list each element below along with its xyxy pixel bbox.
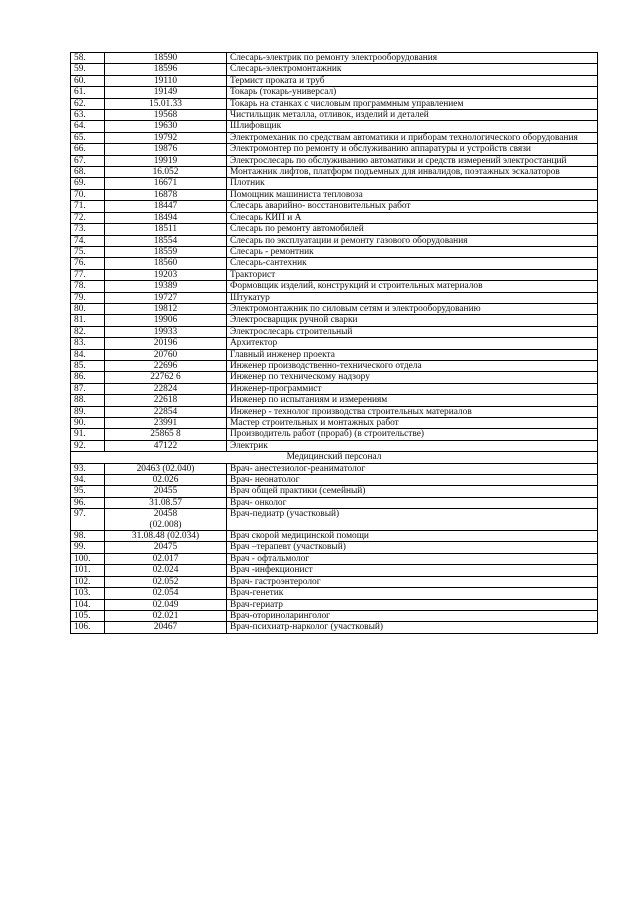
profession-title: Слесарь КИП и А [227,212,598,223]
profession-code: 16878 [105,189,227,200]
profession-title: Шлифовщик [227,121,598,132]
table-row [71,599,598,610]
table-row [71,610,598,621]
profession-code: 18447 [105,201,227,212]
profession-title: Врач- гастроэнтеролог [227,576,598,587]
profession-title: Архитектор [227,338,598,349]
section-heading: Медицинский персонал [71,452,598,463]
profession-code: 20196 [105,338,227,349]
profession-title: Врач- анестезиолог-реаниматолог [227,463,598,474]
row-number: 69. [71,178,105,189]
row-number: 85. [71,360,105,371]
profession-title: Плотник [227,178,598,189]
table-row [71,281,598,292]
profession-title: Слесарь - ремонтник [227,246,598,257]
profession-title: Монтажник лифтов, платформ подъемных для инвалидов, поэтажных эскалаторов [227,167,598,178]
table-row [71,121,598,132]
row-number: 65. [71,132,105,143]
row-number: 60. [71,75,105,86]
table-row [71,246,598,257]
profession-title: Электромонтер по ремонту и обслуживанию аппаратуры и устройств связи [227,144,598,155]
profession-title: Врач - офтальмолог [227,553,598,564]
table-row [71,338,598,349]
table-row [71,144,598,155]
table-row [71,98,598,109]
profession-title: Токарь (токарь-универсал) [227,87,598,98]
row-number: 73. [71,224,105,235]
table-row [71,395,598,406]
profession-code: 19906 [105,315,227,326]
row-number: 66. [71,144,105,155]
profession-code: 02.054 [105,588,227,599]
table-row [71,553,598,564]
profession-title: Слесарь аварийно- восстановительных работ [227,201,598,212]
profession-code: 19149 [105,87,227,98]
profession-code: 22762 6 [105,372,227,383]
table-row [71,224,598,235]
profession-code: 15.01.33 [105,98,227,109]
profession-code: 19792 [105,132,227,143]
profession-code: 23991 [105,418,227,429]
profession-title: Электромонтажник по силовым сетям и электрооборудованию [227,303,598,314]
profession-title: Помощник машиниста тепловоза [227,189,598,200]
table-row [71,383,598,394]
row-number: 83. [71,338,105,349]
profession-title: Врач –терапевт (участковый) [227,542,598,553]
profession-title: Слесарь по ремонту автомобилей [227,224,598,235]
row-number: 78. [71,281,105,292]
profession-code: 02.024 [105,565,227,576]
profession-title: Врач- неонатолог [227,475,598,486]
table-row [71,178,598,189]
profession-code: 18596 [105,64,227,75]
profession-title: Термист проката и труб [227,75,598,86]
profession-title: Производитель работ (прораб) (в строительстве) [227,429,598,440]
profession-title: Главный инженер проекта [227,349,598,360]
row-number: 89. [71,406,105,417]
table-row [71,53,598,64]
table-row [71,235,598,246]
profession-code: 19630 [105,121,227,132]
row-number: 100. [71,553,105,564]
profession-code: 02.049 [105,599,227,610]
table-row [71,258,598,269]
table-row [71,303,598,314]
profession-code: 16671 [105,178,227,189]
row-number: 79. [71,292,105,303]
row-number: 92. [71,440,105,451]
profession-title: Чистильщик металла, отливок, изделий и деталей [227,110,598,121]
profession-title: Врач общей практики (семейный) [227,486,598,497]
row-number: 87. [71,383,105,394]
profession-code: 31.08.48 (02.034) [105,531,227,542]
row-number: 95. [71,486,105,497]
table-row [71,418,598,429]
table-row [71,565,598,576]
profession-title: Инженер производственно-технического отдела [227,360,598,371]
profession-code: 02.052 [105,576,227,587]
row-number: 105. [71,610,105,621]
row-number: 101. [71,565,105,576]
profession-code: 25865 8 [105,429,227,440]
profession-code [105,509,227,531]
profession-title: Инженер - технолог производства строительных материалов [227,406,598,417]
profession-title: Врач -инфекционист [227,565,598,576]
professions-table [70,52,598,634]
profession-code-line: (02.008) [149,519,182,530]
table-row [71,406,598,417]
profession-code: 19568 [105,110,227,121]
row-number: 84. [71,349,105,360]
table-row [71,110,598,121]
row-number: 90. [71,418,105,429]
profession-title: Врач-гериатр [227,599,598,610]
row-number: 76. [71,258,105,269]
table-row [71,588,598,599]
profession-code: 02.021 [105,610,227,621]
row-number: 98. [71,531,105,542]
profession-code: 19876 [105,144,227,155]
table-row [71,201,598,212]
table-row [71,360,598,371]
table-row [71,292,598,303]
table-row [71,212,598,223]
table-row [71,576,598,587]
row-number: 75. [71,246,105,257]
table-row [71,75,598,86]
profession-code-line: 20458 [153,509,178,520]
row-number: 72. [71,212,105,223]
profession-code: 22854 [105,406,227,417]
table-row [71,531,598,542]
table-row [71,349,598,360]
table-row [71,64,598,75]
table-row [71,622,598,633]
profession-title: Электромеханик по средствам автоматики и приборам технологического оборудования [227,132,598,143]
row-number: 99. [71,542,105,553]
row-number: 64. [71,121,105,132]
profession-title: Врач-педиатр (участковый) [227,509,598,531]
table-row [71,429,598,440]
profession-title: Врач-оториноларинголог [227,610,598,621]
table-row [71,87,598,98]
profession-title: Электросварщик ручной сварки [227,315,598,326]
profession-title: Слесарь-электромонтажник [227,64,598,75]
profession-code: 20475 [105,542,227,553]
profession-code: 22824 [105,383,227,394]
profession-title: Электрик [227,440,598,451]
table-row [71,475,598,486]
table-row [71,315,598,326]
row-number: 70. [71,189,105,200]
row-number: 102. [71,576,105,587]
row-number: 81. [71,315,105,326]
profession-title: Врач-генетик [227,588,598,599]
table-row [71,497,598,508]
profession-code: 20463 (02.040) [105,463,227,474]
table-row [71,269,598,280]
row-number: 97. [71,509,105,531]
profession-title: Электрослесарь строительный [227,326,598,337]
profession-title: Электрослесарь по обслуживанию автоматики и средств измерений электростанций [227,155,598,166]
profession-title: Формовщик изделий, конструкций и строительных материалов [227,281,598,292]
row-number: 74. [71,235,105,246]
profession-code: 19389 [105,281,227,292]
profession-code: 19933 [105,326,227,337]
section-heading-row [71,452,598,463]
table-row [71,132,598,143]
profession-title: Токарь на станках с числовым программным управлением [227,98,598,109]
profession-code: 20760 [105,349,227,360]
table-row [71,486,598,497]
profession-title: Мастер строительных и монтажных работ [227,418,598,429]
profession-code: 18590 [105,53,227,64]
profession-code: 19727 [105,292,227,303]
profession-code: 19203 [105,269,227,280]
profession-title: Инженер по испытаниям и измерениям [227,395,598,406]
profession-code: 18494 [105,212,227,223]
row-number: 62. [71,98,105,109]
row-number: 59. [71,64,105,75]
profession-code: 18511 [105,224,227,235]
table-row [71,155,598,166]
profession-title: Врач скорой медицинской помощи [227,531,598,542]
profession-title: Врач- онколог [227,497,598,508]
profession-code: 31.08.57 [105,497,227,508]
row-number: 82. [71,326,105,337]
profession-code: 20467 [105,622,227,633]
row-number: 96. [71,497,105,508]
profession-code: 19110 [105,75,227,86]
profession-code: 20455 [105,486,227,497]
row-number: 93. [71,463,105,474]
row-number: 88. [71,395,105,406]
profession-title: Слесарь-электрик по ремонту электрооборудования [227,53,598,64]
table-row [71,463,598,474]
table-row [71,440,598,451]
row-number: 61. [71,87,105,98]
profession-code: 16.052 [105,167,227,178]
row-number: 68. [71,167,105,178]
row-number: 67. [71,155,105,166]
row-number: 77. [71,269,105,280]
table-row [71,509,598,531]
profession-title: Инженер-программист [227,383,598,394]
profession-title: Тракторист [227,269,598,280]
profession-title: Слесарь-сантехник [227,258,598,269]
profession-code: 02.026 [105,475,227,486]
profession-title: Штукатур [227,292,598,303]
row-number: 63. [71,110,105,121]
profession-code: 22618 [105,395,227,406]
profession-code: 19812 [105,303,227,314]
profession-code: 47122 [105,440,227,451]
profession-title: Инженер по техническому надзору [227,372,598,383]
table-row [71,167,598,178]
row-number: 71. [71,201,105,212]
profession-code: 02.017 [105,553,227,564]
table-row [71,326,598,337]
table-row [71,189,598,200]
profession-code: 18560 [105,258,227,269]
profession-code: 18554 [105,235,227,246]
row-number: 94. [71,475,105,486]
row-number: 58. [71,53,105,64]
row-number: 103. [71,588,105,599]
profession-title: Слесарь по эксплуатации и ремонту газового оборудования [227,235,598,246]
table-row [71,542,598,553]
row-number: 80. [71,303,105,314]
profession-code: 22696 [105,360,227,371]
row-number: 106. [71,622,105,633]
row-number: 91. [71,429,105,440]
row-number: 104. [71,599,105,610]
row-number: 86. [71,372,105,383]
profession-code: 18559 [105,246,227,257]
table-row [71,372,598,383]
profession-title: Врач-психиатр-нарколог (участковый) [227,622,598,633]
profession-code: 19919 [105,155,227,166]
